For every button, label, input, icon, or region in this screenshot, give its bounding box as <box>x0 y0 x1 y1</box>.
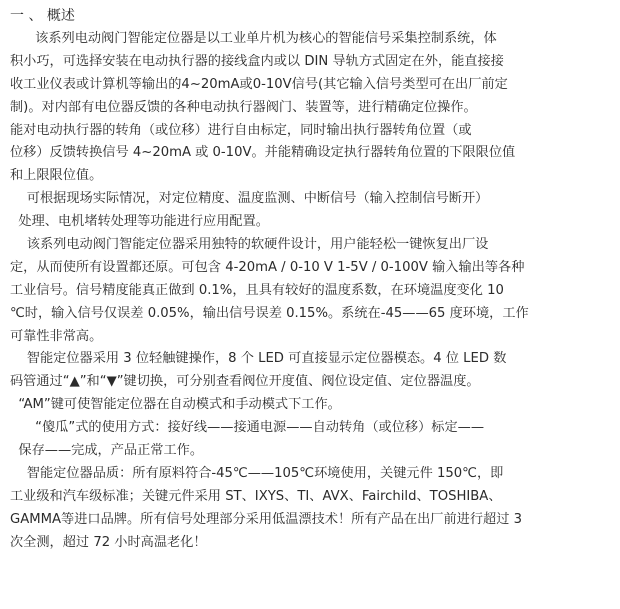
text-line: ℃时，输入信号仅误差 0.05%，输出信号误差 0.15%。系统在-45——65 度环境，工作 <box>10 305 529 321</box>
text-line: 可根据现场实际情况，对定位精度、温度监测、中断信号（输入控制信号断开） <box>10 191 489 207</box>
text-line: 可靠性非常高。 <box>10 328 103 344</box>
text-line: 定，从而使所有设置都还原。可包含 4-20mA / 0-10 V 1-5V / 0-100V 输入输出等各种 <box>10 259 525 275</box>
text-line: GAMMA等进口品牌。所有信号处理部分采用低温漂技术！所有产品在出厂前进行超过 3 <box>10 511 522 527</box>
text-line: 工业信号。信号精度能真正做到 0.1%，且具有较好的温度系数，在环境温度变化 10 <box>10 282 504 298</box>
text-line: 该系列电动阀门智能定位器是以工业单片机为核心的智能信号采集控制系统，体 <box>10 31 497 46</box>
text-line: 收工业仪表或计算机等输出的4~20mA或0-10V信号(其它输入信号类型可在出厂前定 <box>10 76 508 92</box>
text-line: 处理、电机堵转处理等功能进行应用配置。 <box>10 214 269 230</box>
text-line: 智能定位器品质：所有原料符合-45℃——105℃环境使用，关键元件 150℃，即 <box>10 465 504 481</box>
text-line: 制)。对内部有电位器反馈的各种电动执行器阀门、装置等，进行精确定位操作。 <box>10 99 477 115</box>
text-line: 码管通过“▲”和“▼”键切换，可分别查看阀位开度值、阀位设定值、定位器温度。 <box>10 374 480 390</box>
text-line: 位移）反馈转换信号 4~20mA 或 0-10V。并能精确设定执行器转角位置的下限限位值 <box>10 145 516 161</box>
text-line: 保存——完成，产品正常工作。 <box>10 443 204 459</box>
text-line: 智能定位器采用 3 位轻触键操作，8 个 LED 可直接显示定位器模态。4 位 LED 数 <box>10 351 507 367</box>
text-line: “傻瓜”式的使用方式：接好线——接通电源——自动转角（或位移）标定—— <box>10 420 485 436</box>
section-heading: 一 、 概述 <box>10 8 75 24</box>
document-body <box>10 28 614 554</box>
text-line: 积小巧，可选择安装在电动执行器的接线盒内或以 DIN 导轨方式固定在外，能直接接 <box>10 53 504 69</box>
text-line: 工业级和汽车级标准；关键元件采用 ST、IXYS、TI、AVX、Fairchild、TOSHIBA、 <box>10 488 502 504</box>
text-line: 和上限限位值。 <box>10 168 103 184</box>
text-line: 次全测，超过 72 小时高温老化！ <box>10 534 207 550</box>
text-line: 该系列电动阀门智能定位器采用独特的软硬件设计，用户能轻松一键恢复出厂设 <box>10 237 489 253</box>
text-line: “AM”键可使智能定位器在自动模式和手动模式下工作。 <box>10 397 341 413</box>
text-line: 能对电动执行器的转角（或位移）进行自由标定，同时输出执行器转角位置（或 <box>10 122 472 138</box>
